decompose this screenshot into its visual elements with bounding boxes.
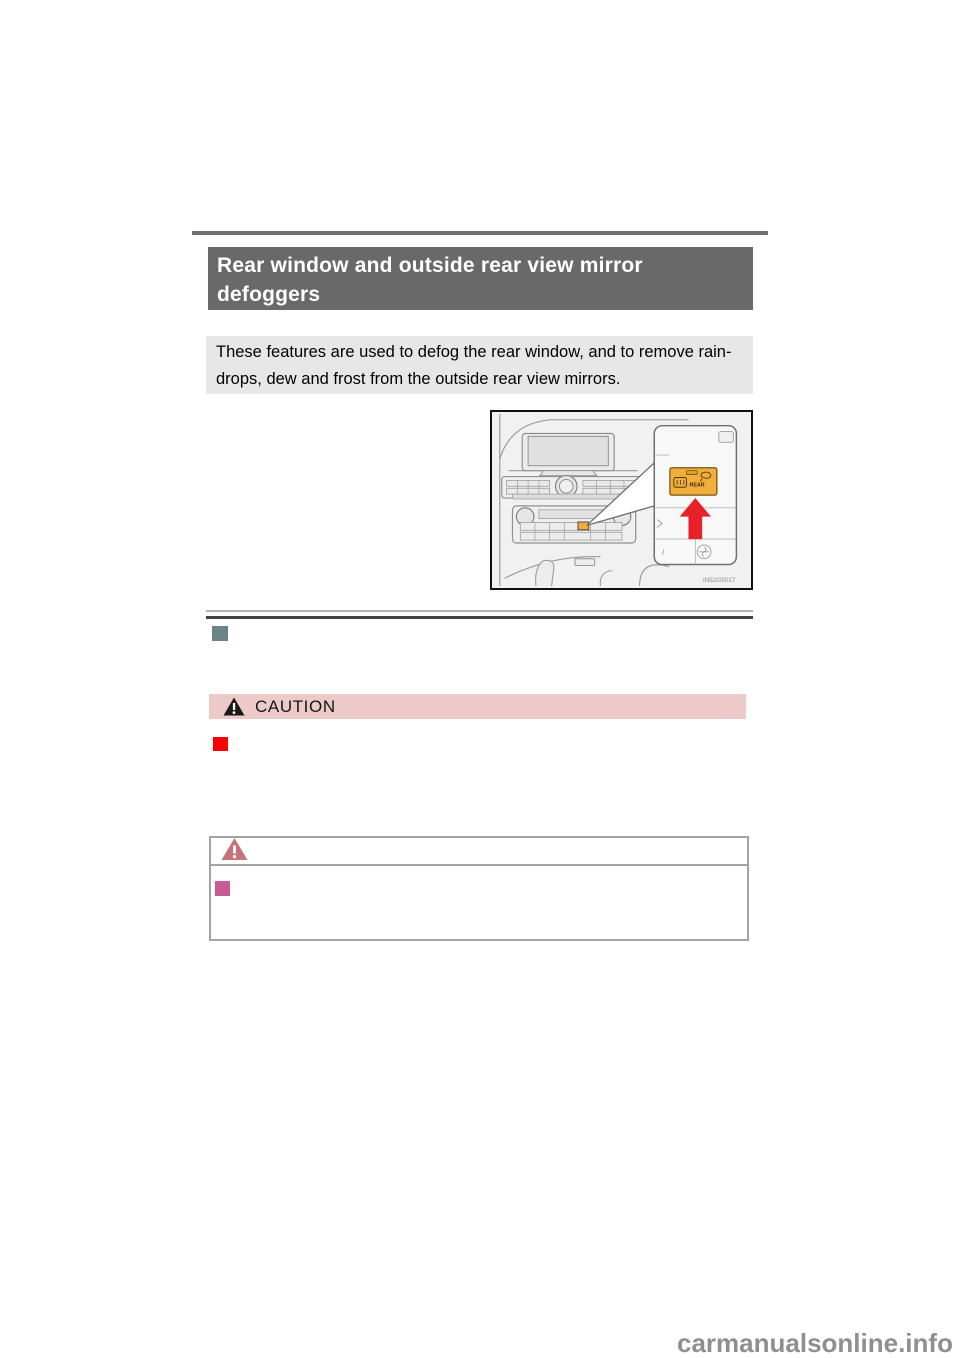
intro-line1: These features are used to defog the rear window, and to remove rain- (216, 343, 732, 361)
notice-box-body (211, 866, 747, 939)
info-button-glyph: i (662, 547, 664, 557)
shifter-console (536, 559, 613, 586)
dashboard-figure (490, 410, 753, 590)
notice-warning-triangle-icon (221, 837, 248, 866)
watermark-text: carmanualsonline.info (677, 1328, 953, 1358)
notice-box-header (211, 838, 747, 866)
section-divider-double-rule (206, 610, 753, 619)
section-title-line1: Rear window and outside rear view mirror (217, 254, 643, 277)
caution-warning-triangle-icon (223, 697, 245, 716)
caution-label: CAUTION (255, 696, 336, 716)
cd-slot (512, 494, 629, 499)
intro-line2: drops, dew and frost from the outside rear view mirrors. (216, 370, 621, 388)
section-title (208, 247, 753, 310)
section-title-line2: defoggers (217, 283, 321, 306)
notice-item-marker-magenta (215, 881, 230, 896)
callout-panel (654, 426, 736, 565)
indicator-light (687, 471, 698, 475)
rear-button-label: REAR (689, 482, 705, 489)
rear-defogger-button (670, 468, 717, 495)
nav-screen (522, 434, 614, 476)
dashboard-illustration (492, 412, 751, 588)
caution-banner (209, 694, 746, 719)
figure-code: IN52G5017 (702, 577, 736, 585)
notice-box (209, 836, 749, 941)
caution-item-marker-red (213, 737, 228, 751)
intro-text-box (206, 336, 753, 394)
subsection-marker-slate (212, 626, 228, 641)
top-divider-rule (192, 231, 768, 235)
fan-icon (697, 545, 711, 559)
